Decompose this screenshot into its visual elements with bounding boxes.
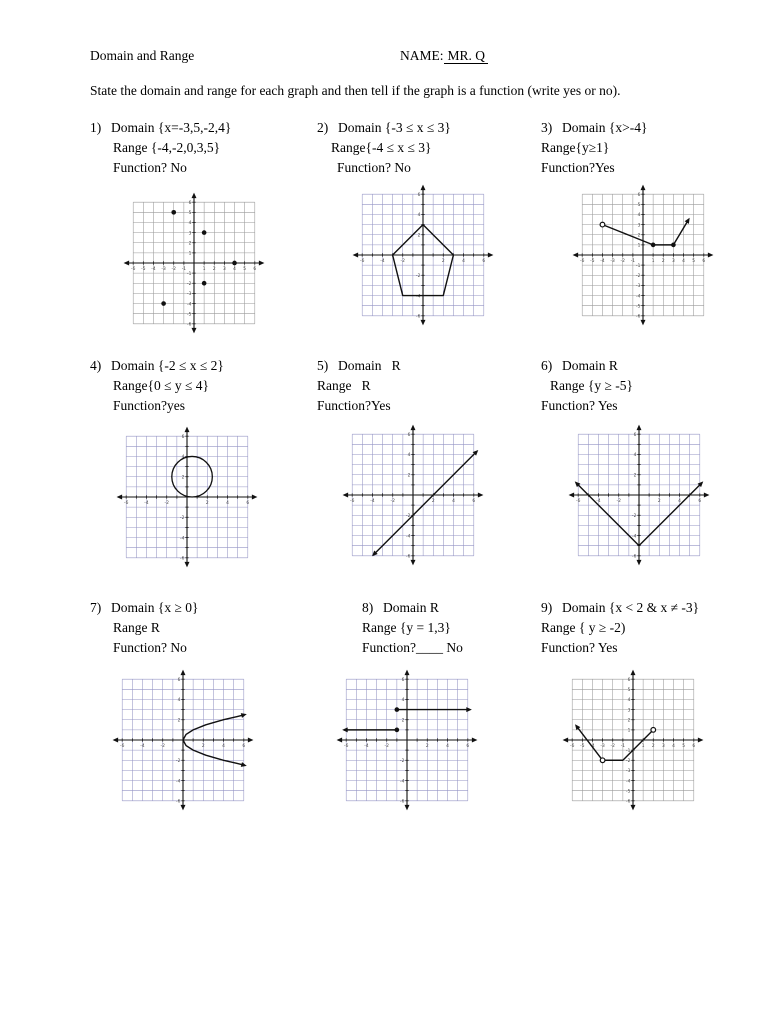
svg-text:4: 4 bbox=[407, 453, 411, 459]
svg-text:-4: -4 bbox=[626, 779, 631, 785]
svg-text:6: 6 bbox=[627, 677, 631, 683]
svg-text:-4: -4 bbox=[632, 534, 637, 540]
svg-text:-4: -4 bbox=[416, 294, 421, 300]
svg-text:-2: -2 bbox=[610, 743, 615, 749]
problem-6-range: Range {y ≥ -5} bbox=[550, 378, 633, 393]
svg-text:1: 1 bbox=[627, 728, 631, 734]
problem-1-domain: Domain {x=-3,5,-2,4} bbox=[111, 120, 232, 135]
svg-text:-4: -4 bbox=[187, 302, 192, 308]
svg-text:6: 6 bbox=[472, 498, 476, 504]
problem-2-domain: Domain {-3 ≤ x ≤ 3} bbox=[338, 120, 451, 135]
graph-7 bbox=[107, 664, 259, 816]
svg-text:4: 4 bbox=[177, 698, 181, 704]
svg-text:-2: -2 bbox=[620, 258, 625, 264]
svg-text:2: 2 bbox=[637, 233, 641, 239]
problem-8-number: 8) bbox=[362, 600, 374, 615]
svg-text:-2: -2 bbox=[160, 743, 165, 749]
problem-4-number: 4) bbox=[90, 358, 102, 373]
graph-3 bbox=[567, 179, 719, 331]
problem-7-domain: Domain {x ≥ 0} bbox=[111, 600, 199, 615]
problem-5-function: Function?Yes bbox=[317, 398, 391, 413]
svg-text:6: 6 bbox=[177, 677, 181, 683]
svg-text:-4: -4 bbox=[600, 258, 605, 264]
svg-text:-4: -4 bbox=[151, 266, 156, 272]
problem-3-range: Range{y≥1} bbox=[541, 140, 610, 155]
svg-text:4: 4 bbox=[452, 498, 455, 504]
svg-text:6: 6 bbox=[417, 192, 421, 198]
svg-text:6: 6 bbox=[466, 743, 470, 749]
svg-text:-5: -5 bbox=[580, 743, 585, 749]
svg-text:2: 2 bbox=[441, 258, 445, 264]
svg-text:-6: -6 bbox=[580, 258, 585, 264]
name-label: NAME: bbox=[400, 48, 444, 63]
svg-text:-2: -2 bbox=[632, 513, 637, 519]
svg-text:4: 4 bbox=[637, 213, 641, 219]
svg-text:6: 6 bbox=[246, 500, 250, 506]
problem-9-text bbox=[541, 598, 699, 658]
svg-text:2: 2 bbox=[201, 743, 205, 749]
svg-text:4: 4 bbox=[627, 698, 631, 704]
graph-5 bbox=[337, 419, 489, 571]
svg-text:-2: -2 bbox=[187, 281, 192, 287]
graph-8 bbox=[331, 664, 483, 816]
svg-text:4: 4 bbox=[446, 743, 449, 749]
svg-text:-1: -1 bbox=[620, 743, 626, 749]
svg-text:2: 2 bbox=[401, 718, 405, 724]
problem-5-number: 5) bbox=[317, 358, 329, 373]
problem-1-function: Function? No bbox=[113, 160, 187, 175]
svg-text:2: 2 bbox=[651, 743, 655, 749]
svg-text:6: 6 bbox=[181, 434, 185, 440]
svg-text:6: 6 bbox=[633, 432, 637, 438]
svg-text:4: 4 bbox=[633, 453, 637, 459]
svg-text:-3: -3 bbox=[610, 258, 615, 264]
svg-text:-6: -6 bbox=[632, 554, 637, 560]
svg-text:-5: -5 bbox=[636, 304, 641, 310]
svg-text:-5: -5 bbox=[187, 312, 192, 318]
svg-text:-1: -1 bbox=[187, 271, 192, 277]
svg-text:4: 4 bbox=[672, 743, 675, 749]
svg-text:2: 2 bbox=[633, 473, 637, 479]
svg-text:2: 2 bbox=[425, 743, 429, 749]
svg-text:-6: -6 bbox=[187, 322, 192, 328]
problem-2-range: Range{-4 ≤ x ≤ 3} bbox=[331, 140, 432, 155]
problem-6-domain: Domain R bbox=[562, 358, 618, 373]
problem-2-number: 2) bbox=[317, 120, 329, 135]
svg-text:-6: -6 bbox=[626, 799, 631, 805]
problem-6-text bbox=[541, 356, 633, 416]
svg-text:6: 6 bbox=[407, 432, 411, 438]
svg-text:-4: -4 bbox=[590, 743, 595, 749]
svg-text:2: 2 bbox=[177, 718, 181, 724]
svg-text:2: 2 bbox=[431, 498, 435, 504]
svg-text:-6: -6 bbox=[350, 498, 355, 504]
svg-text:-6: -6 bbox=[576, 498, 581, 504]
svg-text:6: 6 bbox=[692, 743, 696, 749]
svg-text:-4: -4 bbox=[144, 500, 149, 506]
svg-text:-1: -1 bbox=[626, 748, 631, 754]
svg-text:5: 5 bbox=[682, 743, 686, 749]
svg-text:6: 6 bbox=[698, 498, 702, 504]
problem-8-function: Function?____ No bbox=[362, 640, 463, 655]
problem-4-range: Range{0 ≤ y ≤ 4} bbox=[113, 378, 210, 393]
svg-text:5: 5 bbox=[243, 266, 247, 272]
svg-text:2: 2 bbox=[657, 498, 661, 504]
svg-text:3: 3 bbox=[637, 223, 641, 229]
problem-8-range: Range {y = 1,3} bbox=[362, 620, 451, 635]
problem-3-text bbox=[541, 118, 647, 178]
svg-text:2: 2 bbox=[417, 233, 421, 239]
svg-text:-4: -4 bbox=[176, 779, 181, 785]
svg-text:-1: -1 bbox=[630, 258, 636, 264]
svg-text:-4: -4 bbox=[370, 498, 375, 504]
svg-text:-2: -2 bbox=[164, 500, 169, 506]
svg-text:3: 3 bbox=[662, 743, 665, 749]
svg-text:-2: -2 bbox=[400, 758, 405, 764]
svg-text:1: 1 bbox=[641, 743, 645, 749]
problem-9-range: Range { y ≥ -2) bbox=[541, 620, 626, 635]
problem-5-domain: Domain R bbox=[338, 358, 401, 373]
problem-5-text bbox=[317, 356, 401, 416]
svg-text:-3: -3 bbox=[600, 743, 605, 749]
svg-text:-4: -4 bbox=[596, 498, 601, 504]
svg-text:1: 1 bbox=[202, 266, 206, 272]
page-title: Domain and Range bbox=[90, 48, 195, 63]
svg-text:-1: -1 bbox=[181, 266, 187, 272]
svg-text:6: 6 bbox=[482, 258, 486, 264]
svg-text:4: 4 bbox=[181, 455, 185, 461]
svg-text:5: 5 bbox=[627, 688, 631, 694]
graph-9 bbox=[557, 664, 709, 816]
svg-text:-2: -2 bbox=[636, 273, 641, 279]
problem-4-function: Function?yes bbox=[113, 398, 185, 413]
svg-text:-4: -4 bbox=[400, 779, 405, 785]
svg-text:-4: -4 bbox=[180, 536, 185, 542]
problem-7-number: 7) bbox=[90, 600, 102, 615]
svg-text:4: 4 bbox=[678, 498, 681, 504]
name-value: MR. Q bbox=[444, 48, 489, 64]
graph-1 bbox=[118, 187, 270, 339]
problem-7-range: Range R bbox=[113, 620, 160, 635]
svg-text:-6: -6 bbox=[120, 743, 125, 749]
problem-2-function: Function? No bbox=[337, 160, 411, 175]
svg-text:-2: -2 bbox=[390, 498, 395, 504]
problem-1-text bbox=[90, 118, 231, 178]
svg-text:1: 1 bbox=[188, 251, 192, 257]
svg-text:4: 4 bbox=[462, 258, 465, 264]
problem-9-number: 9) bbox=[541, 600, 553, 615]
svg-text:-2: -2 bbox=[176, 758, 181, 764]
problem-5-range: Range R bbox=[317, 378, 371, 393]
instruction-text: State the domain and range for each graph and then tell if the graph is a function (write yes or no). bbox=[90, 83, 621, 98]
svg-text:-6: -6 bbox=[124, 500, 129, 506]
svg-text:-1: -1 bbox=[636, 263, 641, 269]
name-line bbox=[400, 48, 488, 64]
problem-6-function: Function? Yes bbox=[541, 398, 618, 413]
svg-text:-4: -4 bbox=[636, 294, 641, 300]
svg-text:-5: -5 bbox=[626, 789, 631, 795]
graph-4 bbox=[111, 421, 263, 573]
problem-1-number: 1) bbox=[90, 120, 102, 135]
svg-text:-2: -2 bbox=[416, 273, 421, 279]
svg-text:-2: -2 bbox=[384, 743, 389, 749]
svg-text:-4: -4 bbox=[406, 534, 411, 540]
graph-2 bbox=[347, 179, 499, 331]
problem-3-function: Function?Yes bbox=[541, 160, 615, 175]
svg-text:-3: -3 bbox=[187, 292, 192, 298]
svg-text:3: 3 bbox=[627, 708, 631, 714]
svg-text:2: 2 bbox=[212, 266, 216, 272]
svg-text:-2: -2 bbox=[626, 758, 631, 764]
svg-text:-6: -6 bbox=[360, 258, 365, 264]
svg-text:2: 2 bbox=[627, 718, 631, 724]
svg-text:5: 5 bbox=[188, 211, 192, 217]
svg-text:-2: -2 bbox=[180, 515, 185, 521]
problem-3-number: 3) bbox=[541, 120, 553, 135]
svg-text:5: 5 bbox=[692, 258, 696, 264]
svg-text:2: 2 bbox=[205, 500, 209, 506]
svg-text:-2: -2 bbox=[400, 258, 405, 264]
svg-text:6: 6 bbox=[702, 258, 706, 264]
svg-text:3: 3 bbox=[188, 231, 192, 237]
problem-9-domain: Domain {x < 2 & x ≠ -3} bbox=[562, 600, 700, 615]
svg-text:-2: -2 bbox=[171, 266, 176, 272]
svg-text:6: 6 bbox=[253, 266, 257, 272]
svg-text:5: 5 bbox=[637, 203, 641, 209]
svg-text:2: 2 bbox=[407, 473, 411, 479]
svg-text:-6: -6 bbox=[176, 799, 181, 805]
svg-text:-2: -2 bbox=[616, 498, 621, 504]
problem-9-function: Function? Yes bbox=[541, 640, 618, 655]
svg-text:4: 4 bbox=[401, 698, 405, 704]
svg-text:3: 3 bbox=[223, 266, 226, 272]
problem-4-domain: Domain {-2 ≤ x ≤ 2} bbox=[111, 358, 224, 373]
problem-2-text bbox=[317, 118, 451, 178]
svg-text:2: 2 bbox=[188, 241, 192, 247]
svg-text:-6: -6 bbox=[131, 266, 136, 272]
svg-text:-4: -4 bbox=[140, 743, 145, 749]
svg-text:4: 4 bbox=[222, 743, 225, 749]
problem-3-domain: Domain {x>-4} bbox=[562, 120, 648, 135]
svg-text:-6: -6 bbox=[636, 314, 641, 320]
svg-text:-6: -6 bbox=[570, 743, 575, 749]
problem-6-number: 6) bbox=[541, 358, 553, 373]
svg-text:1: 1 bbox=[637, 243, 641, 249]
graph-6 bbox=[563, 419, 715, 571]
svg-text:6: 6 bbox=[188, 200, 192, 206]
problem-8-domain: Domain R bbox=[383, 600, 439, 615]
svg-text:4: 4 bbox=[682, 258, 685, 264]
svg-text:-5: -5 bbox=[141, 266, 146, 272]
svg-text:4: 4 bbox=[417, 213, 421, 219]
svg-text:-5: -5 bbox=[590, 258, 595, 264]
svg-text:2: 2 bbox=[661, 258, 665, 264]
svg-text:6: 6 bbox=[242, 743, 246, 749]
svg-text:4: 4 bbox=[226, 500, 229, 506]
svg-text:-2: -2 bbox=[406, 513, 411, 519]
problem-7-function: Function? No bbox=[113, 640, 187, 655]
problem-8-text bbox=[362, 598, 463, 658]
svg-text:4: 4 bbox=[188, 221, 192, 227]
svg-text:6: 6 bbox=[637, 192, 641, 198]
problem-4-text bbox=[90, 356, 224, 416]
svg-text:-4: -4 bbox=[380, 258, 385, 264]
svg-text:3: 3 bbox=[672, 258, 675, 264]
svg-text:6: 6 bbox=[401, 677, 405, 683]
svg-text:-6: -6 bbox=[416, 314, 421, 320]
svg-text:-3: -3 bbox=[636, 284, 641, 290]
svg-text:4: 4 bbox=[233, 266, 236, 272]
problem-7-text bbox=[90, 598, 199, 658]
svg-text:-6: -6 bbox=[180, 556, 185, 562]
problem-1-range: Range {-4,-2,0,3,5} bbox=[113, 140, 221, 155]
svg-text:1: 1 bbox=[651, 258, 655, 264]
svg-text:-6: -6 bbox=[400, 799, 405, 805]
svg-text:-4: -4 bbox=[364, 743, 369, 749]
svg-text:-3: -3 bbox=[161, 266, 166, 272]
svg-text:-6: -6 bbox=[406, 554, 411, 560]
svg-text:2: 2 bbox=[181, 475, 185, 481]
svg-text:-3: -3 bbox=[626, 769, 631, 775]
svg-text:-6: -6 bbox=[344, 743, 349, 749]
